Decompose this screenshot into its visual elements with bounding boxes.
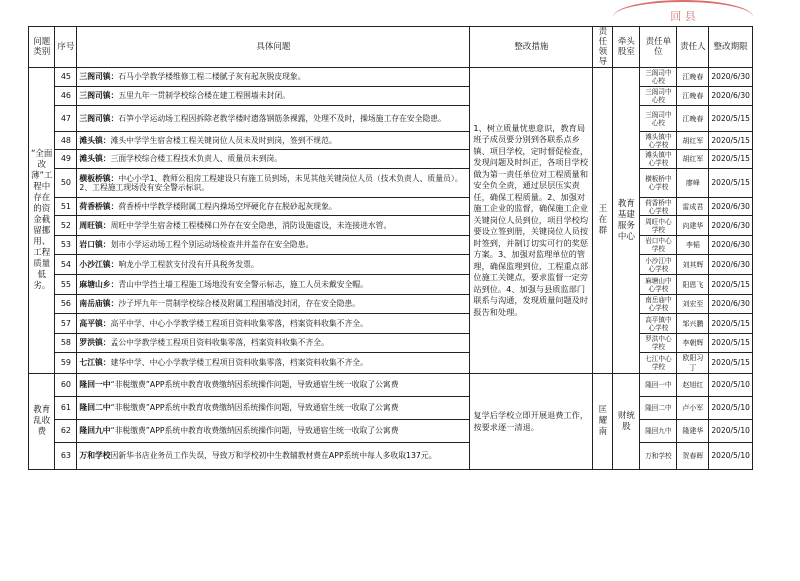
table-row <box>29 397 753 420</box>
issue-town: 南岳庙镇： <box>79 299 119 309</box>
leader-cell: 匡耀南 <box>593 374 613 470</box>
issue-text: 划市小学运动场工程个别运动场检查井并盖存在安全隐患。 <box>110 240 314 250</box>
deadline-cell: 2020/5/15 <box>709 169 752 198</box>
issue-text: 中心小学1、教师公租房工程建设只有施工员到场，未见其他关键岗位人员（技术负责人、质量员）。2、工程施工现场没有安全警示标识。 <box>79 173 463 192</box>
issue-text: 石笋小学运动场工程因拆除老教学楼时遗落钢筋条裸露，处理不及时，操场施工存在安全隐患。 <box>118 113 446 123</box>
unit-cell: 荷香桥中心学校 <box>640 198 677 216</box>
deadline-cell: 2020/5/10 <box>709 443 752 470</box>
unit-cell: 三阁司中心校 <box>640 106 677 132</box>
person-cell: 江晚春 <box>677 68 709 87</box>
issue-cell <box>77 132 470 150</box>
person-cell: 刘宏至 <box>677 295 709 314</box>
unit-cell: 滩头镇中心学校 <box>640 132 677 150</box>
row-number: 57 <box>55 314 77 334</box>
issue-town: 滩头镇： <box>79 135 111 145</box>
unit-cell: 麻塘山中心学校 <box>640 275 677 295</box>
unit-cell: 滩头镇中心学校 <box>640 150 677 169</box>
row-number: 60 <box>55 374 77 397</box>
issue-text: 沙子坪九年一贯制学校综合楼及附属工程围墙没封闭，存在安全隐患。 <box>118 299 361 309</box>
header-category: 问题类别 <box>29 27 55 68</box>
header-deadline: 整改期限 <box>709 27 752 68</box>
person-cell: 贺春晖 <box>677 443 709 470</box>
category-cell: “全面改薄”工程中存在的资金截留挪用、工程质量低劣。 <box>29 68 55 374</box>
issue-cell <box>77 68 470 87</box>
deadline-cell: 2020/5/15 <box>709 353 752 374</box>
unit-cell: 七江中心学校 <box>640 353 677 374</box>
deadline-cell: 2020/5/10 <box>709 420 752 443</box>
issue-town: 七江镇： <box>79 358 111 368</box>
person-cell: 胡红军 <box>677 150 709 169</box>
issue-town: 三阁司镇： <box>79 72 119 82</box>
unit-cell: 罗洪中心学校 <box>640 334 677 353</box>
person-cell: 刘其辉 <box>677 255 709 275</box>
unit-cell: 南岳庙中心学校 <box>640 295 677 314</box>
unit-cell: 岩口中心学校 <box>640 236 677 255</box>
row-number: 58 <box>55 334 77 353</box>
issue-cell <box>77 198 470 216</box>
department-cell: 教育基建服务中心 <box>613 68 640 374</box>
row-number: 51 <box>55 198 77 216</box>
issue-text: 荷香桥中学教学楼附属工程内操场空坪硬化存在脱砂起灰现象。 <box>118 201 337 211</box>
row-number: 56 <box>55 295 77 314</box>
issue-town: 高平镇： <box>79 318 111 328</box>
table-row <box>29 420 753 443</box>
issue-town: 小沙江镇： <box>79 259 119 269</box>
unit-cell: 横板桥中心学校 <box>640 169 677 198</box>
unit-cell: 周旺中心学校 <box>640 216 677 236</box>
deadline-cell: 2020/6/30 <box>709 295 752 314</box>
row-number: 62 <box>55 420 77 443</box>
table-row <box>29 314 753 334</box>
issue-town: 荷香桥镇： <box>79 201 119 211</box>
header-unit: 责任单位 <box>640 27 677 68</box>
leader-cell: 王在群 <box>593 68 613 374</box>
row-number: 61 <box>55 397 77 420</box>
issue-cell <box>77 275 470 295</box>
header-person: 责任人 <box>677 27 709 68</box>
table-row <box>29 132 753 150</box>
issue-town: 三阁司镇： <box>79 113 119 123</box>
deadline-cell: 2020/6/30 <box>709 216 752 236</box>
person-cell: 廖峰 <box>677 169 709 198</box>
issue-text: 滩头中学学生宿舍楼工程关键岗位人员未及时到岗，签到不规范。 <box>110 135 337 145</box>
deadline-cell: 2020/5/10 <box>709 397 752 420</box>
unit-cell: 小沙江中心学校 <box>640 255 677 275</box>
issue-town: 三阁司镇： <box>79 91 119 101</box>
deadline-cell: 2020/5/15 <box>709 275 752 295</box>
issue-text: 孟公中学教学楼工程项目资料收集零落，档案资料收集不齐全。 <box>110 338 329 348</box>
deadline-cell: 2020/5/15 <box>709 334 752 353</box>
deadline-cell: 2020/5/15 <box>709 132 752 150</box>
issue-town: 周旺镇： <box>79 220 111 230</box>
issue-text: 因新华书店业务员工作失误，导致万和学校初中生教辅教材费在APP系统中每人多收取137元。 <box>110 451 437 461</box>
row-number: 48 <box>55 132 77 150</box>
issue-town: 横板桥镇： <box>79 173 119 183</box>
unit-cell: 高平镇中心学校 <box>640 314 677 334</box>
issue-town: 岩口镇： <box>79 240 111 250</box>
table-row <box>29 295 753 314</box>
category-cell: 教育乱收费 <box>29 374 55 470</box>
deadline-cell: 2020/5/15 <box>709 314 752 334</box>
issue-text: 石马小学教学楼维修工程二楼腻子灰有起灰脱皮现象。 <box>118 72 306 82</box>
row-number: 54 <box>55 255 77 275</box>
person-cell: 江晚春 <box>677 106 709 132</box>
header-measures: 整改措施 <box>470 27 593 68</box>
issue-cell <box>77 420 470 443</box>
row-number: 63 <box>55 443 77 470</box>
person-cell: 邹兴鹏 <box>677 314 709 334</box>
measures-cell: 1、树立质量忧患意识，教育局班子成员要分别到各联系点乡镇、项目学校，定时督促检查，发现问题及时纠正，各项目学校做为第一责任单位对工程质量和安全负全责，通过层层压实责任，确保工程质量。2、加强对施工企业的监督，确保施工企业关键岗位人员到位，项目学校均要设立签到册，关键岗位人员按时签到，并制订切实可行的奖惩方案。3、加强对监理单位的管理，确保监理到位，工程重点部位施工关键点，要求监督一定旁站到位。4、加强与县质监部门联系与沟通，发现质量问题及时报告和处理。 <box>470 68 593 374</box>
deadline-cell: 2020/5/15 <box>709 106 752 132</box>
header-issue: 具体问题 <box>77 27 470 68</box>
unit-cell: 三阁司中心校 <box>640 68 677 87</box>
issue-cell <box>77 106 470 132</box>
issue-text: “非税缴费”APP系统中教育收费缴纳因系统操作问题，导致通宿生统一收取了公寓费 <box>110 380 399 390</box>
issue-town: 隆回一中 <box>79 380 111 390</box>
table-row <box>29 150 753 169</box>
person-cell: 赵旭红 <box>677 374 709 397</box>
table-row <box>29 87 753 106</box>
deadline-cell: 2020/6/30 <box>709 255 752 275</box>
issue-text: 建华中学、中心小学教学楼工程项目资料收集零落，档案资料收集不齐全。 <box>110 358 368 368</box>
row-number: 52 <box>55 216 77 236</box>
row-number: 50 <box>55 169 77 198</box>
table-row <box>29 169 753 198</box>
table-row <box>29 236 753 255</box>
table-row <box>29 374 753 397</box>
row-number: 53 <box>55 236 77 255</box>
issue-cell <box>77 295 470 314</box>
issue-text: “非税缴费”APP系统中教育收费缴纳因系统操作问题，导致通宿生统一收取了公寓费 <box>110 403 399 413</box>
unit-cell: 隆回九中 <box>640 420 677 443</box>
issue-cell <box>77 314 470 334</box>
unit-cell: 万和学校 <box>640 443 677 470</box>
issue-cell <box>77 334 470 353</box>
person-cell: 雷成君 <box>677 198 709 216</box>
table-row <box>29 106 753 132</box>
person-cell: 卢小军 <box>677 397 709 420</box>
table-row <box>29 443 753 470</box>
table-row <box>29 68 753 87</box>
issue-town: 隆回二中 <box>79 403 111 413</box>
header-leader: 责任领导 <box>593 27 613 68</box>
issue-text: “非税缴费”APP系统中教育收费缴纳因系统操作问题，导致通宿生统一收取了公寓费 <box>110 426 399 436</box>
deadline-cell: 2020/5/15 <box>709 150 752 169</box>
issue-cell <box>77 236 470 255</box>
issue-cell <box>77 169 470 198</box>
person-cell: 阳恩飞 <box>677 275 709 295</box>
person-cell: 向建华 <box>677 216 709 236</box>
person-cell: 江晚春 <box>677 87 709 106</box>
deadline-cell: 2020/5/10 <box>709 374 752 397</box>
table-row <box>29 353 753 374</box>
issue-town: 罗洪镇： <box>79 338 111 348</box>
person-cell: 欧阳习丁 <box>677 353 709 374</box>
issue-cell <box>77 374 470 397</box>
table-row <box>29 216 753 236</box>
issue-text: 响龙小学工程款支付没有开具税务发票。 <box>118 259 259 269</box>
person-cell: 隆建华 <box>677 420 709 443</box>
issue-text: 周旺中学学生宿舍楼工程楼梯口外存在安全隐患，消防设施虚设，未连接进水管。 <box>110 220 392 230</box>
deadline-cell: 2020/6/30 <box>709 87 752 106</box>
unit-cell: 隆回二中 <box>640 397 677 420</box>
table-row <box>29 255 753 275</box>
issue-town: 滩头镇： <box>79 154 111 164</box>
row-number: 46 <box>55 87 77 106</box>
row-number: 45 <box>55 68 77 87</box>
department-cell: 财统股 <box>613 374 640 470</box>
deadline-cell: 2020/6/30 <box>709 68 752 87</box>
issue-text: 三面学校综合楼工程技术负责人、质量员未到岗。 <box>110 154 283 164</box>
issue-cell <box>77 353 470 374</box>
official-seal: 回 县 <box>613 0 753 34</box>
issue-town: 隆回九中 <box>79 426 111 436</box>
issue-text: 高平中学、中心小学教学楼工程项目资料收集零落，档案资料收集不齐全。 <box>110 318 368 328</box>
measures-cell: 复学后学校立即开展退费工作，按要求逐一清退。 <box>470 374 593 470</box>
issue-cell <box>77 397 470 420</box>
row-number: 49 <box>55 150 77 169</box>
row-number: 59 <box>55 353 77 374</box>
table-row <box>29 275 753 295</box>
issue-text: 青山中学挡土墙工程施工场地没有安全警示标志，施工人员未戴安全帽。 <box>118 279 368 289</box>
header-department: 牵头股室 <box>613 27 640 68</box>
unit-cell: 三阁司中心校 <box>640 87 677 106</box>
rectification-table <box>28 26 753 470</box>
issue-text: 五里九年一贯制学校综合楼在建工程围墙未封闭。 <box>118 91 290 101</box>
person-cell: 胡红军 <box>677 132 709 150</box>
person-cell: 李韬 <box>677 236 709 255</box>
issue-cell <box>77 87 470 106</box>
row-number: 47 <box>55 106 77 132</box>
header-no: 序号 <box>55 27 77 68</box>
rectification-table-sheet <box>28 26 753 470</box>
table-row <box>29 198 753 216</box>
person-cell: 李朝辉 <box>677 334 709 353</box>
row-number: 55 <box>55 275 77 295</box>
issue-cell <box>77 255 470 275</box>
deadline-cell: 2020/6/30 <box>709 198 752 216</box>
issue-cell <box>77 216 470 236</box>
issue-town: 万和学校 <box>79 451 111 461</box>
issue-town: 麻塘山乡： <box>79 279 119 289</box>
unit-cell: 隆回一中 <box>640 374 677 397</box>
deadline-cell: 2020/6/30 <box>709 236 752 255</box>
table-row <box>29 334 753 353</box>
header-row <box>29 27 753 68</box>
issue-cell <box>77 150 470 169</box>
issue-cell <box>77 443 470 470</box>
